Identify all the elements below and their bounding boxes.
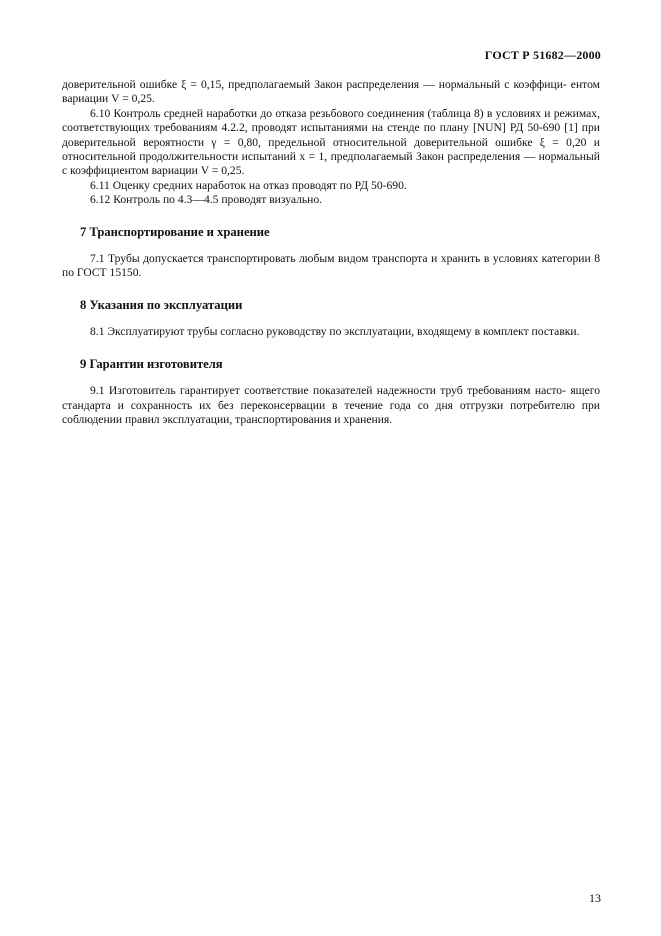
section-heading-8: 8 Указания по эксплуатации	[80, 297, 243, 312]
section-heading-9: 9 Гарантии изготовителя	[80, 356, 223, 371]
section-heading-7: 7 Транспортирование и хранение	[80, 224, 270, 239]
paragraph-6-12: 6.12 Контроль по 4.3—4.5 проводят визуально.	[90, 193, 323, 207]
page-body	[62, 78, 600, 427]
paragraph-7-1: 7.1 Трубы допускается транспортировать любым видом транспорта и хранить в условиях категории 8 по ГОСТ 15150.	[62, 252, 600, 280]
paragraph-9-1: 9.1 Изготовитель гарантирует соответствие показателей надежности труб требованиям насто- ящего стандарта и сохранность их без переконсервации в течение года со дня отгрузки потребителю при соблюдении правил эксплуатации, транспортирования и хранения.	[62, 384, 600, 426]
paragraph-6-10: 6.10 Контроль средней наработки до отказа резьбового соединения (таблица 8) в условиях и режимах, соответствующих требованиям 4.2.2, проводят испытаниями на стенде по плану [NUN] РД 50-690 [1] при доверительной вероятности γ = 0,80, предельной относительной доверительной ошибке ξ = 0,20 и относительной продолжительности испытаний x = 1, предполагаемый Закон распределения — нормальный с коэффициентом вариации V = 0,25.	[62, 106, 600, 178]
paragraph-continuation: доверительной ошибке ξ = 0,15, предполагаемый Закон распределения — нормальный с коэффици- ентом вариации V = 0,25.	[62, 78, 600, 106]
page-number: 13	[589, 891, 601, 905]
document-header: ГОСТ Р 51682—2000	[484, 48, 601, 62]
paragraph-8-1: 8.1 Эксплуатируют трубы согласно руководству по эксплуатации, входящему в комплект поставки.	[90, 325, 580, 339]
paragraph-6-11: 6.11 Оценку средних наработок на отказ проводят по РД 50-690.	[90, 178, 407, 192]
